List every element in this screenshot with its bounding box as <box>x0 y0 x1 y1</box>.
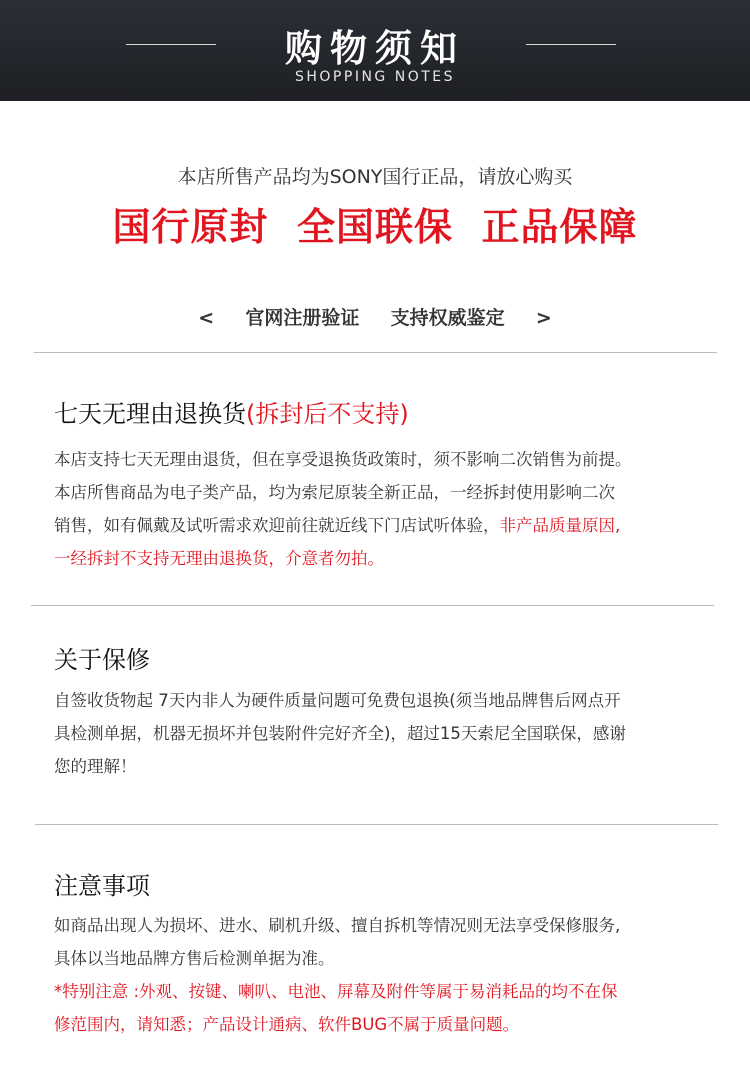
verify-line <box>0 303 750 330</box>
return-title-note: (拆封后不支持) <box>246 400 409 428</box>
verify-item-authenticate: 支持权威鉴定 <box>390 307 505 329</box>
return-policy-text <box>54 443 704 575</box>
divider-2 <box>31 605 714 606</box>
return-line-1: 本店支持七天无理由退货，但在享受退换货政策时，须不影响二次销售为前提。 <box>54 450 632 469</box>
warranty-text <box>54 684 704 783</box>
header-title: 购物须知 <box>285 27 465 70</box>
verify-left-bracket: < <box>198 307 215 329</box>
notice-line-1: 如商品出现人为损坏、进水、刷机升级、擅自拆机等情况则无法享受保修服务, <box>54 916 621 935</box>
warranty-line-2: 具检测单据，机器无损坏并包装附件完好齐全)，超过15天索尼全国联保，感谢 <box>54 724 626 743</box>
return-line-3-text: 销售，如有佩戴及试听需求欢迎前往就近线下门店试听体验， <box>54 516 500 535</box>
return-title: 七天无理由退换货 <box>54 400 246 428</box>
divider-1 <box>34 352 717 353</box>
verify-right-bracket: > <box>535 307 552 329</box>
header-subtitle: SHOPPING NOTES <box>295 69 455 85</box>
section-title-return <box>54 394 409 429</box>
notice-line-2: 具体以当地品牌方售后检测单据为准。 <box>54 949 335 968</box>
section-title-notice: 注意事项 <box>54 872 150 900</box>
warranty-line-3: 您的理解！ <box>54 757 137 776</box>
return-line-3 <box>54 509 704 542</box>
verify-item-register: 官网注册验证 <box>245 307 360 329</box>
section-title-warranty: 关于保修 <box>54 646 150 674</box>
return-red-inline: 非产品质量原因, <box>499 516 621 535</box>
notice-text <box>54 909 704 1041</box>
header-banner <box>0 0 750 101</box>
notice-red-line-1: *特别注意 :外观、按键、喇叭、电池、屏幕及附件等属于易消耗品的均不在保 <box>54 982 618 1001</box>
return-red-line: 一经拆封不支持无理由退换货，介意者勿拍。 <box>54 549 384 568</box>
intro-text: 本店所售产品均为SONY国行正品，请放心购买 <box>177 166 573 188</box>
slogan-text: 国行原封 全国联保 正品保障 <box>112 205 638 249</box>
warranty-line-1: 自签收货物起 7天内非人为硬件质量问题可免费包退换(须当地品牌售后网点开 <box>54 691 621 710</box>
notice-red-line-2: 修范围内，请知悉；产品设计通病、软件BUG不属于质量问题。 <box>54 1015 520 1034</box>
return-line-2: 本店所售商品为电子类产品，均为索尼原装全新正品，一经拆封使用影响二次 <box>54 483 615 502</box>
divider-3 <box>35 824 718 825</box>
